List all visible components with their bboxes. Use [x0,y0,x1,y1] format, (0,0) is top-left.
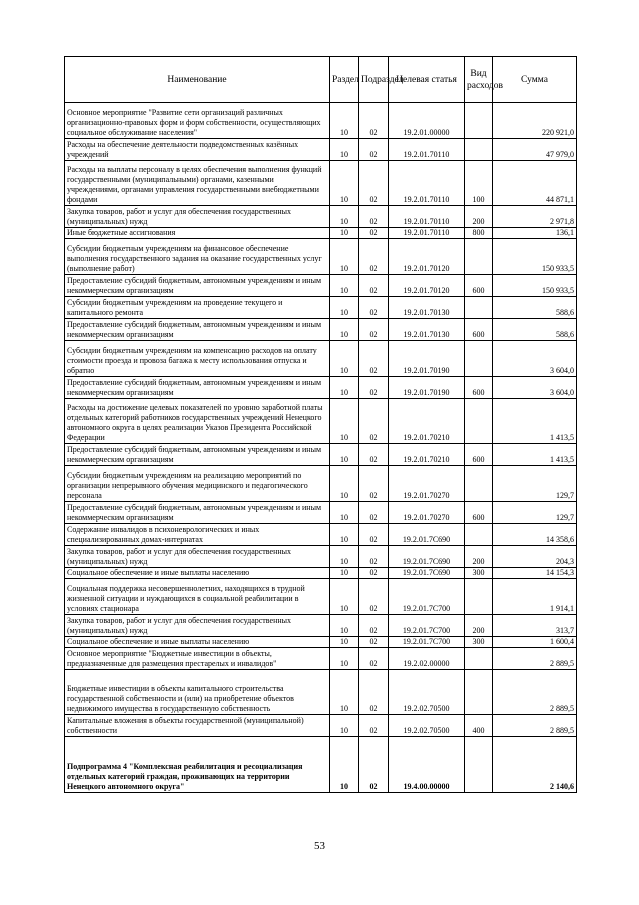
cell-razdel: 10 [330,161,359,206]
cell-sum: 1 914,1 [493,579,577,615]
table-row [65,399,577,444]
cell-podrazdel: 02 [359,206,389,228]
table-header-row [65,57,577,103]
cell-razdel: 10 [330,637,359,648]
cell-razdel: 10 [330,502,359,524]
cell-razdel: 10 [330,670,359,715]
cell-vid [465,648,493,670]
cell-sum: 150 933,5 [493,239,577,275]
cell-podrazdel: 02 [359,579,389,615]
cell-razdel: 10 [330,206,359,228]
budget-table-sheet [64,56,576,793]
cell-sum: 44 871,1 [493,161,577,206]
cell-sum: 129,7 [493,502,577,524]
cell-name: Социальное обеспечение и иные выплаты населению [65,637,330,648]
cell-razdel: 10 [330,319,359,341]
cell-sum: 2 889,5 [493,670,577,715]
cell-target: 19.2.01.70110 [389,206,465,228]
cell-razdel: 10 [330,228,359,239]
table-row [65,297,577,319]
cell-name: Субсидии бюджетным учреждениям на реализацию мероприятий по организации непрерывного обучения медицинского и педагогического персонала [65,466,330,502]
cell-vid [465,103,493,139]
table-row [65,444,577,466]
cell-sum: 3 604,0 [493,377,577,399]
cell-vid [465,341,493,377]
cell-sum: 588,6 [493,319,577,341]
cell-target: 19.2.01.00000 [389,103,465,139]
cell-sum: 136,1 [493,228,577,239]
cell-podrazdel: 02 [359,524,389,546]
cell-name: Предоставление субсидий бюджетным, автономным учреждениям и иным некоммерческим организациям [65,502,330,524]
cell-sum: 204,3 [493,546,577,568]
cell-sum: 47 979,0 [493,139,577,161]
cell-target: 19.2.01.70110 [389,161,465,206]
table-body [65,103,577,793]
cell-vid [465,737,493,793]
cell-razdel: 10 [330,399,359,444]
budget-table [64,56,577,793]
cell-target: 19.2.01.70270 [389,502,465,524]
header-name: Наименование [65,57,330,103]
cell-target: 19.2.01.7С690 [389,524,465,546]
cell-name: Основное мероприятие "Развитие сети организаций различных организационно-правовых форм и форм собственности, осуществляющих социальное обслуживание населения" [65,103,330,139]
cell-razdel: 10 [330,524,359,546]
cell-name: Социальная поддержка несовершеннолетних, находящихся в трудной жизненной ситуации и нуждающихся в социальной реабилитации в условиях стационара [65,579,330,615]
cell-name: Основное мероприятие "Бюджетные инвестиции в объекты, предназначенные для размещения престарелых и инвалидов" [65,648,330,670]
header-sum: Сумма [493,57,577,103]
table-row [65,737,577,793]
cell-target: 19.4.00.00000 [389,737,465,793]
cell-name: Социальное обеспечение и иные выплаты населению [65,568,330,579]
cell-podrazdel: 02 [359,715,389,737]
cell-name: Иные бюджетные ассигнования [65,228,330,239]
cell-sum: 2 971,8 [493,206,577,228]
cell-razdel: 10 [330,466,359,502]
cell-name: Расходы на выплаты персоналу в целях обеспечения выполнения функций государственными (муниципальными) органами, казенными учреждениями, органами управления государственными внебюджетными фондами [65,161,330,206]
table-row [65,615,577,637]
cell-podrazdel: 02 [359,103,389,139]
cell-razdel: 10 [330,139,359,161]
cell-target: 19.2.02.70500 [389,715,465,737]
cell-target: 19.2.01.70130 [389,319,465,341]
cell-vid: 200 [465,615,493,637]
cell-name: Предоставление субсидий бюджетным, автономным учреждениям и иным некоммерческим организациям [65,377,330,399]
cell-target: 19.2.01.70210 [389,399,465,444]
cell-podrazdel: 02 [359,546,389,568]
cell-target: 19.2.01.7С690 [389,546,465,568]
cell-vid [465,399,493,444]
table-row [65,139,577,161]
cell-vid: 600 [465,319,493,341]
cell-name: Подпрограмма 4 "Комплексная реабилитация и ресоциализация отдельных категорий граждан, проживающих на территории Ненецкого автономного округа" [65,737,330,793]
table-row [65,377,577,399]
cell-podrazdel: 02 [359,239,389,275]
cell-name: Расходы на обеспечение деятельности подведомственных казённых учреждений [65,139,330,161]
cell-razdel: 10 [330,615,359,637]
cell-razdel: 10 [330,648,359,670]
cell-podrazdel: 02 [359,444,389,466]
cell-name: Расходы на достижение целевых показателей по уровню заработной платы отдельных категорий работников государственных учреждений Ненецкого автономного округа в целях реализации Указов Президента Российской Федерации [65,399,330,444]
cell-razdel: 10 [330,275,359,297]
table-row [65,161,577,206]
cell-target: 19.2.01.70190 [389,341,465,377]
cell-name: Закупка товаров, работ и услуг для обеспечения государственных (муниципальных) нужд [65,615,330,637]
table-row [65,103,577,139]
cell-sum: 220 921,0 [493,103,577,139]
header-vid: Вид расходов [465,57,493,103]
cell-razdel: 10 [330,546,359,568]
cell-vid [465,524,493,546]
cell-podrazdel: 02 [359,670,389,715]
cell-sum: 588,6 [493,297,577,319]
cell-name: Предоставление субсидий бюджетным, автономным учреждениям и иным некоммерческим организациям [65,444,330,466]
cell-podrazdel: 02 [359,297,389,319]
cell-podrazdel: 02 [359,637,389,648]
cell-target: 19.2.01.7С700 [389,615,465,637]
cell-sum: 2 889,5 [493,648,577,670]
cell-vid: 600 [465,275,493,297]
cell-name: Закупка товаров, работ и услуг для обеспечения государственных (муниципальных) нужд [65,546,330,568]
table-row [65,275,577,297]
cell-sum: 129,7 [493,466,577,502]
cell-target: 19.2.02.70500 [389,670,465,715]
cell-podrazdel: 02 [359,139,389,161]
cell-vid [465,579,493,615]
cell-podrazdel: 02 [359,615,389,637]
header-razdel: Раздел [330,57,359,103]
table-row [65,466,577,502]
cell-vid: 400 [465,715,493,737]
cell-sum: 1 413,5 [493,399,577,444]
cell-razdel: 10 [330,579,359,615]
cell-podrazdel: 02 [359,377,389,399]
cell-razdel: 10 [330,297,359,319]
cell-razdel: 10 [330,444,359,466]
cell-sum: 14 358,6 [493,524,577,546]
header-podrazdel: Подраздел [359,57,389,103]
cell-target: 19.2.02.00000 [389,648,465,670]
cell-name: Бюджетные инвестиции в объекты капитального строительства государственной собственности и (или) на приобретение объектов недвижимого имущества в государственную собственность [65,670,330,715]
table-row [65,341,577,377]
cell-name: Капитальные вложения в объекты государственной (муниципальной) собственности [65,715,330,737]
table-row [65,648,577,670]
cell-vid [465,139,493,161]
cell-podrazdel: 02 [359,399,389,444]
cell-name: Субсидии бюджетным учреждениям на проведение текущего и капитального ремонта [65,297,330,319]
cell-name: Содержание инвалидов в психоневрологических и иных специализированных домах-интернатах [65,524,330,546]
cell-vid: 300 [465,568,493,579]
cell-vid: 300 [465,637,493,648]
cell-sum: 1 413,5 [493,444,577,466]
cell-target: 19.2.01.7С690 [389,568,465,579]
cell-razdel: 10 [330,239,359,275]
cell-target: 19.2.01.7С700 [389,579,465,615]
cell-name: Предоставление субсидий бюджетным, автономным учреждениям и иным некоммерческим организациям [65,275,330,297]
cell-sum: 2 889,5 [493,715,577,737]
cell-podrazdel: 02 [359,466,389,502]
cell-podrazdel: 02 [359,319,389,341]
cell-podrazdel: 02 [359,228,389,239]
table-row [65,568,577,579]
cell-vid: 600 [465,377,493,399]
cell-vid: 100 [465,161,493,206]
cell-podrazdel: 02 [359,648,389,670]
table-row [65,502,577,524]
header-target: Целевая статья [389,57,465,103]
cell-target: 19.2.01.7С700 [389,637,465,648]
cell-vid [465,297,493,319]
table-row [65,579,577,615]
cell-sum: 313,7 [493,615,577,637]
cell-name: Закупка товаров, работ и услуг для обеспечения государственных (муниципальных) нужд [65,206,330,228]
cell-vid [465,670,493,715]
cell-podrazdel: 02 [359,568,389,579]
cell-target: 19.2.01.70110 [389,228,465,239]
cell-razdel: 10 [330,341,359,377]
cell-name: Субсидии бюджетным учреждениям на компенсацию расходов на оплату стоимости проезда и провоза багажа к месту использования отпуска и обратно [65,341,330,377]
table-row [65,637,577,648]
cell-podrazdel: 02 [359,341,389,377]
table-row [65,228,577,239]
cell-target: 19.2.01.70270 [389,466,465,502]
table-row [65,524,577,546]
cell-razdel: 10 [330,737,359,793]
table-row [65,319,577,341]
table-row [65,546,577,568]
cell-podrazdel: 02 [359,502,389,524]
cell-vid: 600 [465,502,493,524]
cell-target: 19.2.01.70110 [389,139,465,161]
cell-vid: 200 [465,206,493,228]
cell-sum: 150 933,5 [493,275,577,297]
cell-sum: 14 154,3 [493,568,577,579]
cell-vid [465,466,493,502]
table-row [65,670,577,715]
table-row [65,206,577,228]
page-number: 53 [314,840,325,852]
cell-podrazdel: 02 [359,275,389,297]
cell-name: Субсидии бюджетным учреждениям на финансовое обеспечение выполнения государственного задания на оказание государственных услуг (выполнение работ) [65,239,330,275]
cell-vid: 600 [465,444,493,466]
table-row [65,239,577,275]
cell-name: Предоставление субсидий бюджетным, автономным учреждениям и иным некоммерческим организациям [65,319,330,341]
cell-sum: 2 140,6 [493,737,577,793]
cell-podrazdel: 02 [359,161,389,206]
cell-razdel: 10 [330,103,359,139]
table-row [65,715,577,737]
cell-target: 19.2.01.70130 [389,297,465,319]
cell-vid: 200 [465,546,493,568]
cell-target: 19.2.01.70190 [389,377,465,399]
cell-podrazdel: 02 [359,737,389,793]
cell-razdel: 10 [330,715,359,737]
cell-razdel: 10 [330,568,359,579]
cell-vid: 800 [465,228,493,239]
cell-razdel: 10 [330,377,359,399]
cell-sum: 3 604,0 [493,341,577,377]
cell-sum: 1 600,4 [493,637,577,648]
cell-target: 19.2.01.70210 [389,444,465,466]
cell-vid [465,239,493,275]
cell-target: 19.2.01.70120 [389,275,465,297]
cell-target: 19.2.01.70120 [389,239,465,275]
